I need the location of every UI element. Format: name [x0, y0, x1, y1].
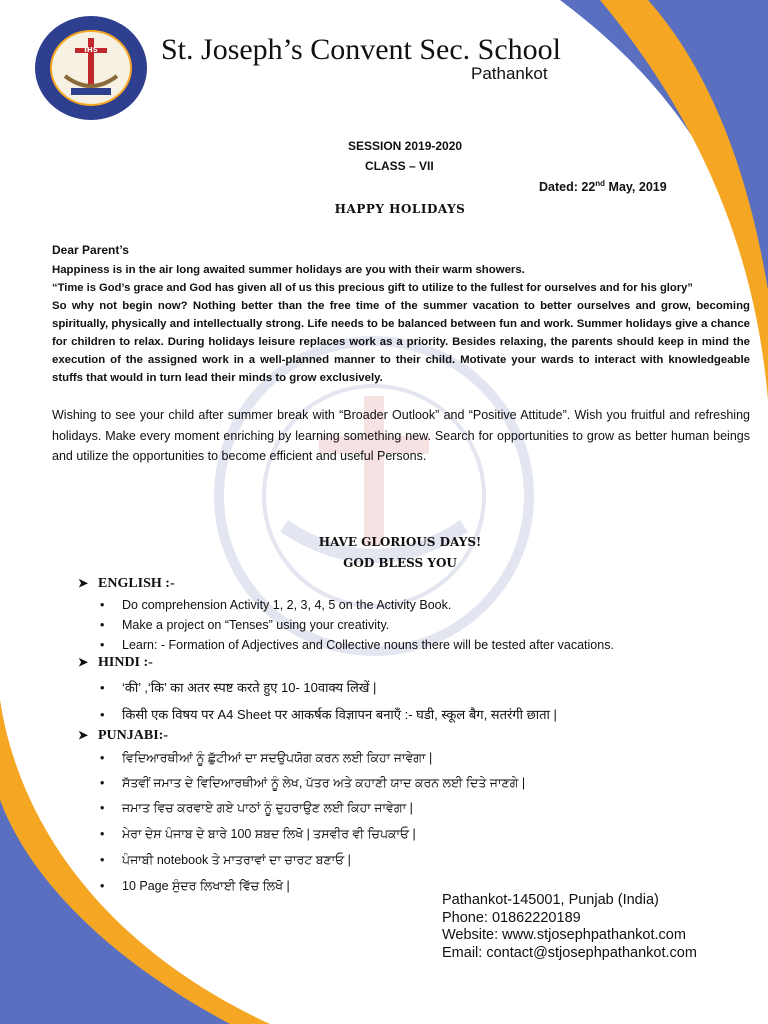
- happy-holidays-title: HAPPY HOLIDAYS: [334, 202, 466, 216]
- item-text: Make a project on “Tenses” using your creativity.: [122, 618, 390, 632]
- contact-email[interactable]: Email: contact@stjosephpathankot.com: [442, 944, 697, 961]
- letter-paragraph-1: [52, 261, 750, 387]
- item-text: ਮੇਰਾ ਦੇਸ ਪੰਜਾਬ ਦੇ ਬਾਰੇ 100 ਸ਼ਬਦ ਲਿਖੋ | ਤਸਵੀਰ ਵੀ ਚਿਪਕਾਓ |: [122, 827, 416, 841]
- item-text: 10 Page ਸੁੰਦਰ ਲਿਖਾਈ ਵਿੱਚ ਲਿਖੋ |: [122, 879, 290, 893]
- item-text: Do comprehension Activity 1, 2, 3, 4, 5 on the Activity Book.: [122, 598, 452, 612]
- school-logo: [33, 14, 149, 122]
- subject-hindi: [78, 655, 153, 671]
- contact-address: Pathankot-145001, Punjab (India): [442, 892, 659, 908]
- contact-website[interactable]: Website: www.stjosephpathankot.com: [442, 927, 686, 943]
- letter-paragraph-2: Wishing to see your child after summer break with “Broader Outlook” and “Positive Attitude”. Wish you fruitful and refreshing holidays. Make every moment enriching by learning something new. Search for opportunities to grow as better human beings and utilize the opportunities to become efficient and useful Persons.: [52, 408, 750, 463]
- school-name: St. Joseph’s Convent Sec. School: [161, 33, 562, 66]
- list-item: • ਸੱਤਵੀਂ ਜਮਾਤ ਦੇ ਵਿਦਿਆਰਥੀਆਂ ਨੂੰ ਲੇਖ, ਪੱਤਰ ਅਤੇ ਕਹਾਣੀ ਯਾਦ ਕਰਨ ਲਈ ਦਿਤੇ ਜਾਣਗੇ |: [100, 776, 526, 790]
- item-text: ਪੰਜਾਬੀ notebook ਤੇ ਮਾਤਰਾਵਾਂ ਦਾ ਚਾਰਟ ਬਣਾਓ |: [122, 853, 351, 867]
- date-label: [539, 179, 667, 194]
- subject-hindi-title: HINDI :-: [98, 655, 153, 670]
- subject-punjabi: [78, 728, 168, 744]
- date-sup: nd: [595, 179, 606, 188]
- contact-phone: Phone: 01862220189: [442, 909, 581, 926]
- contact-block: [442, 892, 697, 962]
- list-item: • Make a project on “Tenses” using your creativity.: [100, 618, 390, 632]
- school-city: Pathankot: [471, 64, 548, 83]
- closing-line-2: GOD BLESS YOU: [343, 556, 457, 570]
- list-item: • ਵਿਦਿਆਰਥੀਆਂ ਨੂੰ ਛੁੱਟੀਆਂ ਦਾ ਸਦਉਪਯੋਗ ਕਰਨ ਲਈ ਕਿਹਾ ਜਾਵੇਗਾ |: [100, 751, 433, 765]
- session-label: SESSION 2019-2020: [348, 139, 463, 153]
- subject-english-title: ENGLISH :-: [98, 576, 175, 591]
- arrow-icon: ➤: [78, 655, 89, 669]
- class-label: CLASS – VII: [365, 159, 434, 173]
- item-text: ‘की’ ,‘कि’ का अतर स्पष्ट करते हुए 10- 10वाक्य लिखें |: [122, 680, 377, 695]
- svg-text:IHS: IHS: [84, 46, 98, 54]
- arrow-icon: ➤: [78, 576, 89, 590]
- list-item: • 10 Page ਸੁੰਦਰ ਲਿਖਾਈ ਵਿੱਚ ਲਿਖੋ |: [100, 879, 290, 893]
- subject-english: [78, 576, 175, 592]
- date-suffix: May, 2019: [605, 180, 667, 195]
- p1-line-1: Happiness is in the air long awaited summer holidays are you with their warm showers.: [52, 264, 525, 276]
- list-item: • Do comprehension Activity 1, 2, 3, 4, 5 on the Activity Book.: [100, 598, 452, 612]
- letter-greeting: Dear Parent’s: [52, 243, 129, 257]
- item-text: ਵਿਦਿਆਰਥੀਆਂ ਨੂੰ ਛੁੱਟੀਆਂ ਦਾ ਸਦਉਪਯੋਗ ਕਰਨ ਲਈ ਕਿਹਾ ਜਾਵੇਗਾ |: [122, 751, 433, 765]
- p1-line-2: “Time is God’s grace and God has given all of us this precious gift to utilize to the fullest for ourselves and for his glory”: [52, 282, 693, 294]
- list-item: • ਮੇਰਾ ਦੇਸ ਪੰਜਾਬ ਦੇ ਬਾਰੇ 100 ਸ਼ਬਦ ਲਿਖੋ | ਤਸਵੀਰ ਵੀ ਚਿਪਕਾਓ |: [100, 827, 416, 841]
- item-text: ਸੱਤਵੀਂ ਜਮਾਤ ਦੇ ਵਿਦਿਆਰਥੀਆਂ ਨੂੰ ਲੇਖ, ਪੱਤਰ ਅਤੇ ਕਹਾਣੀ ਯਾਦ ਕਰਨ ਲਈ ਦਿਤੇ ਜਾਣਗੇ |: [122, 776, 526, 790]
- arrow-icon: ➤: [78, 728, 89, 742]
- subject-punjabi-title: PUNJABI:-: [98, 728, 168, 743]
- list-item: • ‘की’ ,‘कि’ का अतर स्पष्ट करते हुए 10- 10वाक्य लिखें |: [100, 680, 377, 695]
- list-item: • ਪੰਜਾਬੀ notebook ਤੇ ਮਾਤਰਾਵਾਂ ਦਾ ਚਾਰਟ ਬਣਾਓ |: [100, 853, 351, 867]
- item-text: किसी एक विषय पर A4 Sheet पर आकर्षक विज्ञापन बनाएँ :- घडी, स्कूल बैग, सतरंगी छाता |: [122, 707, 557, 722]
- closing-line-1: HAVE GLORIOUS DAYS!: [318, 535, 482, 549]
- item-text: ਜਮਾਤ ਵਿਚ ਕਰਵਾਏ ਗਏ ਪਾਠਾਂ ਨੂੰ ਦੁਹਰਾਉਣ ਲਈ ਕਿਹਾ ਜਾਵੇਗਾ |: [122, 801, 413, 815]
- item-text: Learn: - Formation of Adjectives and Collective nouns there will be tested after vacations.: [122, 638, 614, 652]
- list-item: • किसी एक विषय पर A4 Sheet पर आकर्षक विज्ञापन बनाएँ :- घडी, स्कूल बैग, सतरंगी छाता |: [100, 707, 557, 722]
- list-item: • Learn: - Formation of Adjectives and Collective nouns there will be tested after vacations.: [100, 638, 614, 652]
- p1-line-3: So why not begin now? Nothing better than the free time of the summer vacation to better ourselves and grow, becoming spiritually, physically and intellectually strong. Life needs to be balanced between fun and work. Summer holidays give a chance for children to relax. During holidays leisure replaces work as a priority. Besides relaxing, the parents should keep in mind the execution of the assigned work in a well-planned manner to their child. Motivate your wards to interact with knowledgeable stuffs that would in turn lead their minds to grow exclusively.: [52, 300, 750, 384]
- date-prefix: Dated: 22: [539, 180, 596, 195]
- list-item: • ਜਮਾਤ ਵਿਚ ਕਰਵਾਏ ਗਏ ਪਾਠਾਂ ਨੂੰ ਦੁਹਰਾਉਣ ਲਈ ਕਿਹਾ ਜਾਵੇਗਾ |: [100, 801, 413, 815]
